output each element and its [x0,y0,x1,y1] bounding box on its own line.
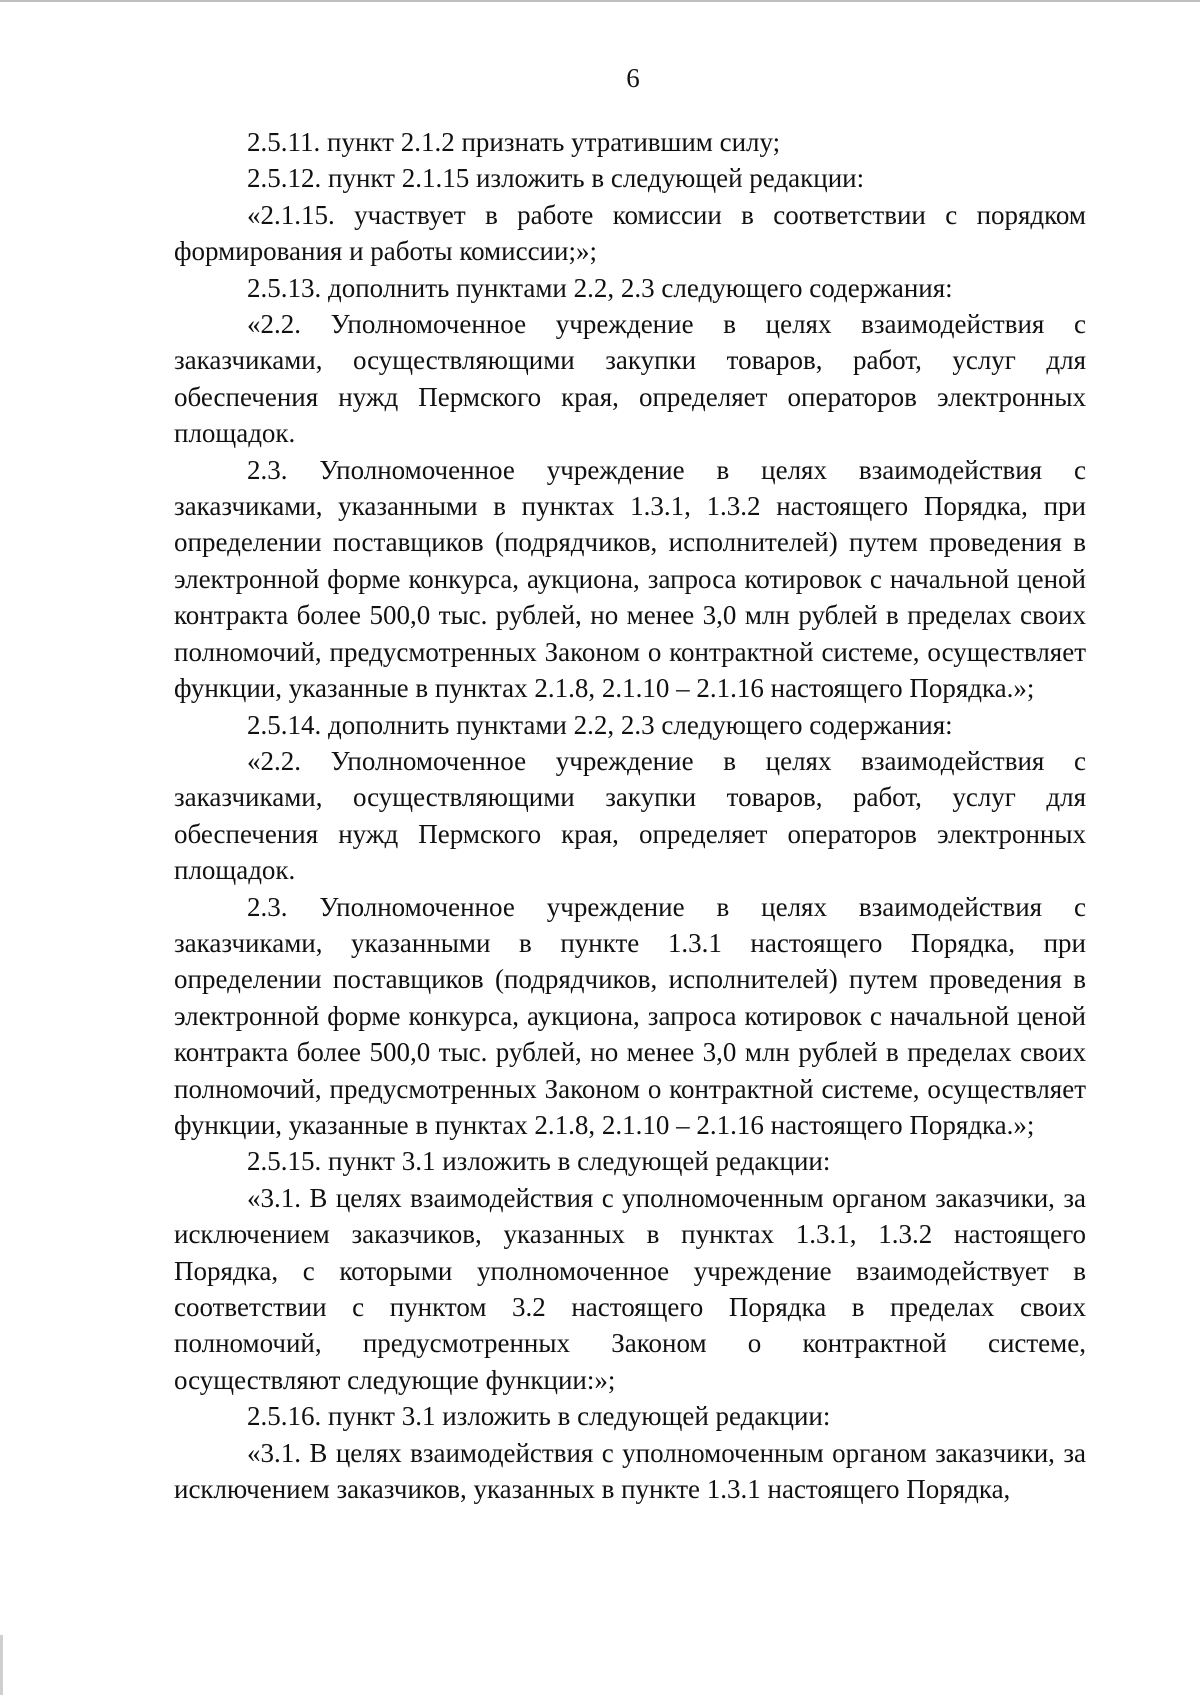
paragraph-3-1-second: «3.1. В целях взаимодействия с уполномоченным органом заказчики, за исключением заказчиков, указанных в пункте 1.3.1 настоящего Порядка, [174,1437,1086,1505]
paragraph-2-1-15-text: «2.1.15. участвует в работе комиссии в соответствии с порядком формирования и работы комиссии;»; [174,199,1086,267]
paragraph-2-3-second: 2.3. Уполномоченное учреждение в целях взаимодействия с заказчиками, указанными в пункте 1.3.1 настоящего Порядка, при определении поставщиков (подрядчиков, исполнителей) путем проведения в электронной форме конкурса, аукциона, запроса котировок с начальной ценой контракта более 500,0 тыс. рублей, но менее 3,0 млн рублей в пределах своих полномочий, предусмотренных Законом о контрактной системе, осуществляет функции, указанные в пунктах 2.1.8, 2.1.10 – 2.1.16 настоящего Порядка.»; [174,891,1086,1140]
paragraph-2-5-14: 2.5.14. дополнить пунктами 2.2, 2.3 следующего содержания: [247,709,953,740]
paragraph-2-5-11: 2.5.11. пункт 2.1.2 признать утратившим силу; [247,127,781,157]
paragraph-2-5-15: 2.5.15. пункт 3.1 изложить в следующей редакции: [247,1146,831,1177]
paragraph-2-5-12: 2.5.12. пункт 2.1.15 изложить в следующей редакции: [247,163,865,194]
paragraph-2-5-16: 2.5.16. пункт 3.1 изложить в следующей редакции: [247,1401,831,1432]
paragraph-2-2-first: «2.2. Уполномоченное учреждение в целях взаимодействия с заказчиками, осуществляющими закупки товаров, работ, услуг для обеспечения нужд Пермского края, определяет операторов электронных площадок. [174,309,1086,449]
page-number: 6 [626,63,640,93]
paragraph-2-2-second: «2.2. Уполномоченное учреждение в целях взаимодействия с заказчиками, осуществляющими закупки товаров, работ, услуг для обеспечения нужд Пермского края, определяет операторов электронных площадок. [174,745,1086,886]
scan-top-border [0,0,1200,2]
scan-edge-mark [0,1635,3,1695]
paragraph-2-3-first: 2.3. Уполномоченное учреждение в целях взаимодействия с заказчиками, указанными в пунктах 1.3.1, 1.3.2 настоящего Порядка, при определении поставщиков (подрядчиков, исполнителей) путем проведения в электронной форме конкурса, аукциона, запроса котировок с начальной ценой контракта более 500,0 тыс. рублей, но менее 3,0 млн рублей в пределах своих полномочий, предусмотренных Законом о контрактной системе, осуществляет функции, указанные в пунктах 2.1.8, 2.1.10 – 2.1.16 настоящего Порядка.»; [174,454,1086,704]
document-body [174,124,1086,1507]
paragraph-2-5-13: 2.5.13. дополнить пунктами 2.2, 2.3 следующего содержания: [247,272,953,303]
paragraph-3-1-first: «3.1. В целях взаимодействия с уполномоченным органом заказчики, за исключением заказчиков, указанных в пунктах 1.3.1, 1.3.2 настоящего Порядка, с которыми уполномоченное учреждение взаимодействует в соответствии с пунктом 3.2 настоящего Порядка в пределах своих полномочий, предусмотренных Законом о контрактной системе, осуществляют следующие функции:»; [174,1182,1086,1395]
